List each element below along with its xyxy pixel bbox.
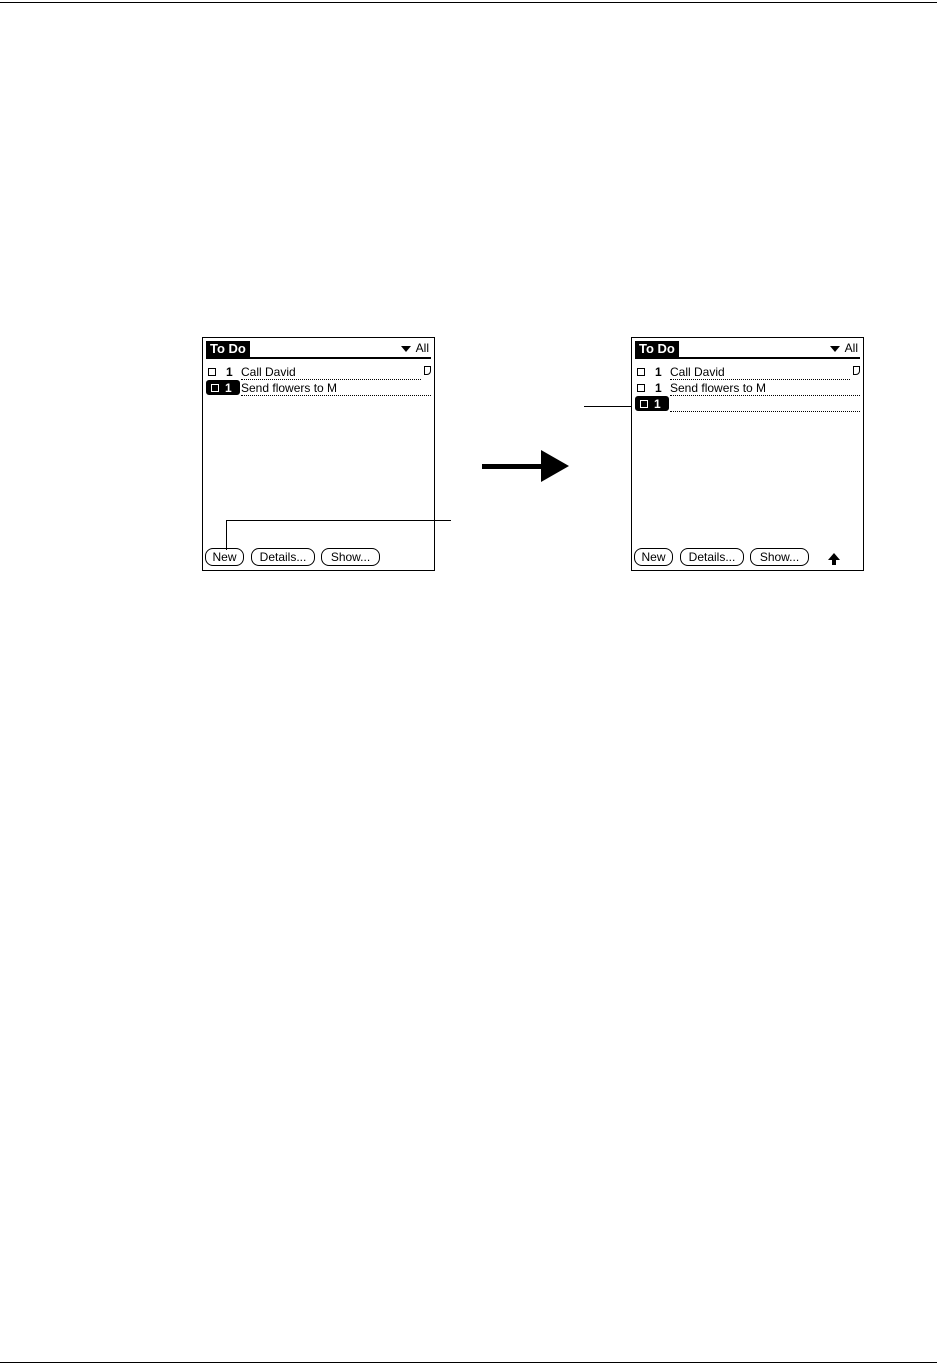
- completion-checkbox[interactable]: [637, 368, 645, 376]
- triangle-down-icon: [830, 346, 840, 352]
- note-icon[interactable]: [424, 366, 431, 375]
- category-picker[interactable]: [830, 340, 858, 356]
- note-icon[interactable]: [853, 366, 860, 375]
- right-arrow-head: [541, 450, 569, 482]
- show-button[interactable]: Show...: [321, 548, 380, 566]
- completion-checkbox[interactable]: [211, 384, 219, 392]
- title-underline: [635, 357, 860, 359]
- list-item[interactable]: [635, 381, 860, 396]
- triangle-down-icon: [401, 346, 411, 352]
- details-button[interactable]: Details...: [680, 548, 744, 566]
- completion-checkbox[interactable]: [640, 400, 648, 408]
- list-item-new[interactable]: [635, 397, 860, 412]
- screen-title: To Do: [206, 341, 250, 357]
- selected-marker: [635, 396, 669, 411]
- up-arrow-icon[interactable]: [827, 552, 841, 566]
- top-rule: [0, 2, 937, 3]
- list-item[interactable]: [206, 365, 431, 380]
- priority-label[interactable]: 1: [655, 365, 662, 379]
- priority-label[interactable]: 1: [226, 365, 233, 379]
- callout-line-vertical: [226, 520, 227, 550]
- completion-checkbox[interactable]: [637, 384, 645, 392]
- callout-line-new-item: [584, 406, 634, 407]
- todo-screen-before: [202, 337, 435, 571]
- screen-title: To Do: [635, 341, 679, 357]
- item-description[interactable]: Call David: [670, 365, 850, 380]
- new-button[interactable]: New: [634, 548, 673, 566]
- priority-label[interactable]: 1: [655, 381, 662, 395]
- todo-screen-after: [631, 337, 864, 571]
- item-description-input[interactable]: [670, 397, 860, 412]
- selected-marker: [206, 380, 240, 395]
- category-picker[interactable]: [401, 340, 429, 356]
- right-arrow-icon: [482, 464, 542, 469]
- callout-line-horizontal: [226, 520, 451, 521]
- title-underline: [206, 357, 431, 359]
- category-label: All: [844, 341, 858, 355]
- completion-checkbox[interactable]: [208, 368, 216, 376]
- priority-label[interactable]: 1: [654, 397, 661, 411]
- list-item[interactable]: [635, 365, 860, 380]
- item-description[interactable]: Send flowers to M: [241, 381, 431, 396]
- bottom-rule: [0, 1362, 937, 1363]
- list-item-selected[interactable]: [206, 381, 431, 396]
- priority-label[interactable]: 1: [225, 381, 232, 395]
- category-label: All: [415, 341, 429, 355]
- item-description[interactable]: Call David: [241, 365, 421, 380]
- details-button[interactable]: Details...: [251, 548, 315, 566]
- new-button[interactable]: New: [205, 548, 244, 566]
- item-description[interactable]: Send flowers to M: [670, 381, 860, 396]
- show-button[interactable]: Show...: [750, 548, 809, 566]
